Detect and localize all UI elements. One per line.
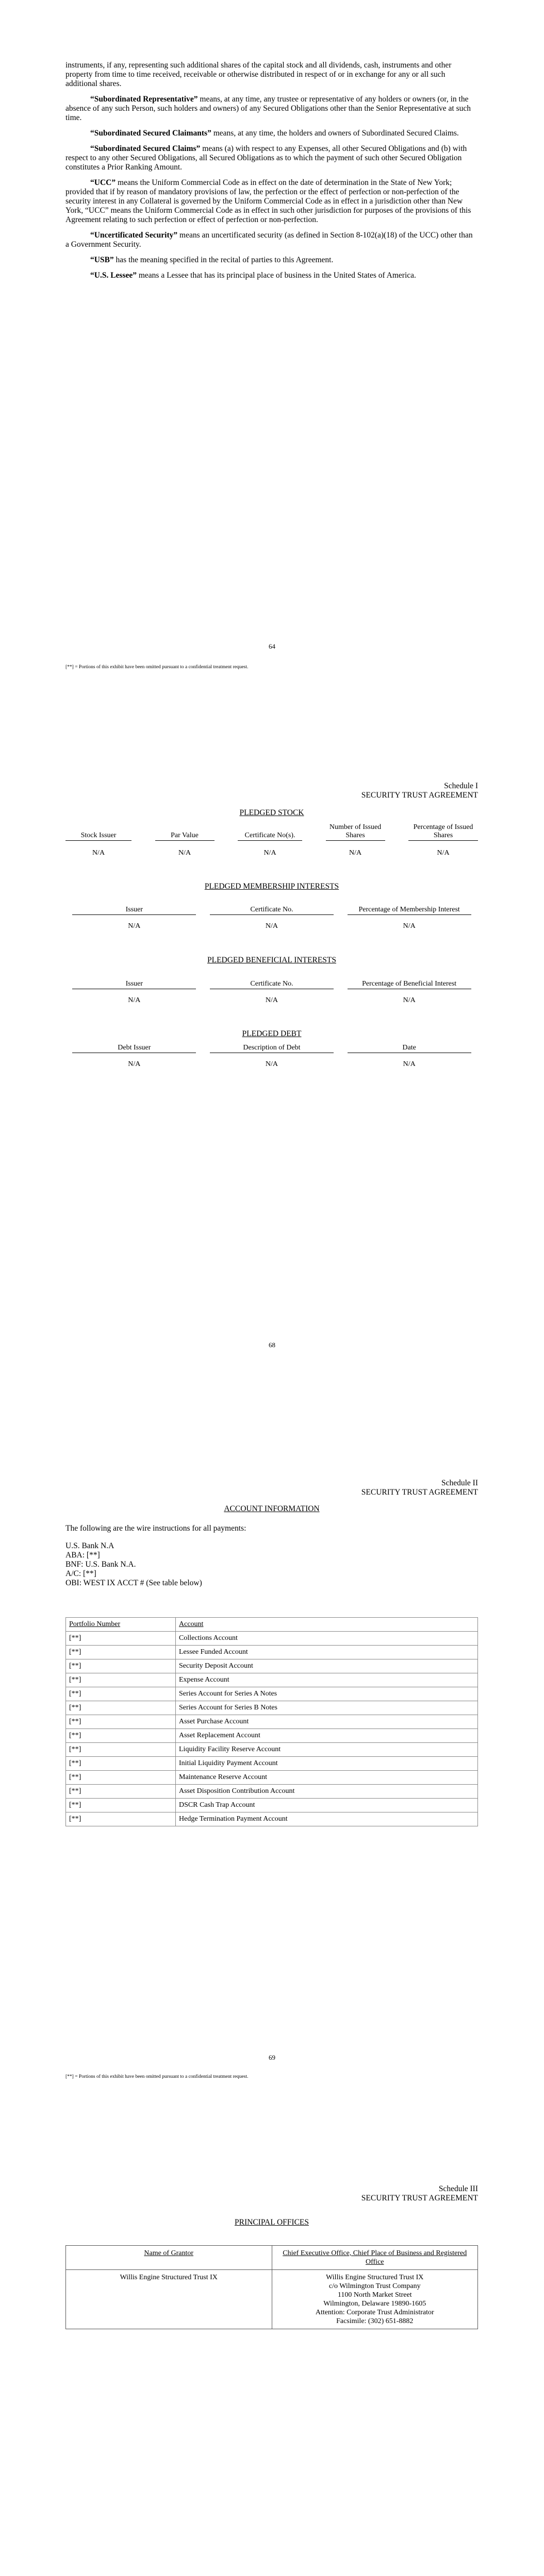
header-cell: Name of Grantor [66, 2246, 272, 2270]
wire-line: A/C: [**] [65, 1569, 96, 1578]
value-cell: N/A [403, 922, 416, 930]
footnote: [**] = Portions of this exhibit have been omitted pursuant to a confidential treatment request. [65, 2074, 249, 2079]
schedule-label: Schedule I [444, 782, 478, 790]
value-cell: N/A [263, 849, 276, 857]
header-cell: Percentage of Issued Shares [408, 821, 478, 841]
pledged-debt-title: PLEDGED DEBT [242, 1029, 302, 1038]
page-number: 64 [269, 642, 275, 650]
portfolio-cell: [**] [66, 1687, 176, 1701]
portfolio-cell: [**] [66, 1729, 176, 1743]
account-information-title: ACCOUNT INFORMATION [224, 1504, 320, 1513]
address-line: Wilmington, Delaware 19890-1605 [323, 2300, 426, 2308]
pledged-beneficial-title: PLEDGED BENEFICIAL INTERESTS [207, 956, 336, 964]
account-cell: Asset Purchase Account [176, 1715, 478, 1729]
definition-paragraph: “Subordinated Secured Claims” means (a) with respect to any Expenses, all other Secured Obligations and (b) with respect to any other Secured Obligations, all Secured Obligations as to which the payment of such other Secured Obligation constitutes a Prior Ranking Amount. [65, 144, 467, 172]
wire-intro: The following are the wire instructions for all payments: [65, 1524, 246, 1533]
table-row [66, 1812, 478, 1826]
pledged-membership-values [65, 922, 478, 930]
schedule-label: Schedule II [441, 1479, 478, 1487]
account-cell: Asset Disposition Contribution Account [176, 1785, 478, 1799]
agreement-title: SECURITY TRUST AGREEMENT [361, 2194, 478, 2202]
principal-offices-table [65, 2245, 478, 2329]
value-cell: N/A [128, 922, 141, 930]
pledged-membership-headers [65, 895, 478, 915]
header-cell: Portfolio Number [66, 1618, 176, 1632]
agreement-title: SECURITY TRUST AGREEMENT [361, 1488, 478, 1497]
footnote: [**] = Portions of this exhibit have been omitted pursuant to a confidential treatment request. [65, 665, 249, 670]
schedule-label: Schedule III [438, 2184, 478, 2193]
value-cell: N/A [128, 1060, 141, 1068]
portfolio-cell: [**] [66, 1771, 176, 1785]
account-cell: Initial Liquidity Payment Account [176, 1757, 478, 1771]
address-cell [272, 2270, 478, 2329]
account-cell: Asset Replacement Account [176, 1729, 478, 1743]
header-cell: Issuer [72, 895, 196, 915]
wire-line: BNF: U.S. Bank N.A. [65, 1560, 136, 1569]
table-row [66, 1771, 478, 1785]
header-cell: Certificate No. [210, 895, 334, 915]
table-row [66, 1743, 478, 1757]
pledged-beneficial-headers [65, 970, 478, 989]
table-row [66, 2270, 478, 2329]
value-cell: N/A [437, 849, 450, 857]
table-row [66, 1799, 478, 1812]
page-number: 68 [269, 1341, 275, 1349]
page-number: 69 [269, 2054, 275, 2061]
value-cell: N/A [265, 1060, 278, 1068]
value-cell: N/A [403, 996, 416, 1004]
table-header-row [66, 1618, 478, 1632]
address-line: c/o Wilmington Trust Company [328, 2282, 421, 2290]
account-cell: Maintenance Reserve Account [176, 1771, 478, 1785]
principal-offices-title: PRINCIPAL OFFICES [235, 2218, 309, 2227]
address-line: Facsimile: (302) 651-8882 [336, 2317, 414, 2325]
value-cell: N/A [265, 922, 278, 930]
table-header-row [66, 2246, 478, 2270]
header-cell: Stock Issuer [65, 821, 131, 841]
grantor-cell: Willis Engine Structured Trust IX [66, 2270, 272, 2329]
portfolio-cell: [**] [66, 1743, 176, 1757]
wire-line: ABA: [**] [65, 1551, 100, 1560]
table-row [66, 1715, 478, 1729]
address-line: 1100 North Market Street [337, 2291, 412, 2299]
pledged-beneficial-values [65, 996, 478, 1005]
table-row [66, 1646, 478, 1659]
header-cell: Certificate No(s). [238, 821, 302, 841]
definition-paragraph: instruments, if any, representing such additional shares of the capital stock and all dividends, cash, instruments and other property from time to time received, receivable or otherwise distributed in respect of or in exchange for any or all such additional shares. [65, 61, 452, 88]
account-cell: Hedge Termination Payment Account [176, 1812, 478, 1826]
header-cell: Percentage of Beneficial Interest [348, 970, 471, 989]
header-cell: Certificate No. [210, 970, 334, 989]
account-cell: Series Account for Series B Notes [176, 1701, 478, 1715]
table-row [66, 1729, 478, 1743]
table-row [66, 1701, 478, 1715]
definition-paragraph: “U.S. Lessee” means a Lessee that has its principal place of business in the United States of America. [90, 271, 416, 280]
wire-line: OBI: WEST IX ACCT # (See table below) [65, 1579, 202, 1587]
value-cell: N/A [265, 996, 278, 1004]
schedule-header [65, 1479, 478, 1497]
value-cell: N/A [403, 1060, 416, 1068]
portfolio-cell: [**] [66, 1673, 176, 1687]
table-row [66, 1785, 478, 1799]
table-row [66, 1659, 478, 1673]
portfolio-cell: [**] [66, 1799, 176, 1812]
definition-paragraph: “Subordinated Secured Claimants” means, at any time, the holders and owners of Subordinated Secured Claims. [90, 129, 459, 138]
address-line: Attention: Corporate Trust Administrator [315, 2309, 434, 2316]
account-cell: Lessee Funded Account [176, 1646, 478, 1659]
table-row [66, 1687, 478, 1701]
header-cell: Percentage of Membership Interest [348, 895, 471, 915]
pledged-debt-values [65, 1060, 478, 1069]
wire-instructions [65, 1524, 478, 1588]
portfolio-cell: [**] [66, 1701, 176, 1715]
account-cell: Liquidity Facility Reserve Account [176, 1743, 478, 1757]
value-cell: N/A [128, 996, 141, 1004]
header-cell: Account [176, 1618, 478, 1632]
header-cell: Date [348, 1043, 471, 1053]
portfolio-cell: [**] [66, 1785, 176, 1799]
definitions-section [65, 61, 478, 286]
portfolio-cell: [**] [66, 1659, 176, 1673]
pledged-membership-title: PLEDGED MEMBERSHIP INTERESTS [204, 882, 339, 891]
agreement-title: SECURITY TRUST AGREEMENT [361, 791, 478, 800]
definition-paragraph: “Subordinated Representative” means, at any time, any trustee or representative of any holders or owners (or, in the absence of any such Person, such holders and owners) of any Secured Obligations other than the Senior Representative at such time. [65, 95, 471, 122]
account-cell: Security Deposit Account [176, 1659, 478, 1673]
header-cell: Number of Issued Shares [326, 821, 385, 841]
pledged-stock-headers [65, 821, 478, 841]
pledged-stock-title: PLEDGED STOCK [239, 808, 304, 817]
header-cell: Debt Issuer [72, 1043, 196, 1053]
account-table [65, 1617, 478, 1826]
account-cell: DSCR Cash Trap Account [176, 1799, 478, 1812]
header-cell: Par Value [155, 821, 215, 841]
schedule-header [65, 782, 478, 800]
portfolio-cell: [**] [66, 1715, 176, 1729]
account-cell: Expense Account [176, 1673, 478, 1687]
definition-paragraph: “Uncertificated Security” means an uncertificated security (as defined in Section 8-102(a)(18) of the UCC) other than a Government Security. [65, 231, 473, 249]
account-cell: Series Account for Series A Notes [176, 1687, 478, 1701]
value-cell: N/A [349, 849, 362, 857]
schedule-header [65, 2184, 478, 2203]
definition-paragraph: “UCC” means the Uniform Commercial Code as in effect on the date of determination in the State of New York; provided that if by reason of mandatory provisions of law, the perfection or the effect of perfection or non-perfection of the security interest in any Collateral is governed by the Uniform Commercial Code as in effect in a jurisdiction other than New York, “UCC” means the Uniform Commercial Code as in effect in such other jurisdiction for purposes of the provisions of this Agreement relating to such perfection or effect of perfection or non-perfection. [65, 178, 471, 224]
address-line: Willis Engine Structured Trust IX [326, 2274, 424, 2281]
definition-paragraph: “USB” has the meaning specified in the recital of parties to this Agreement. [90, 256, 334, 264]
value-cell: N/A [92, 849, 105, 857]
portfolio-cell: [**] [66, 1757, 176, 1771]
pledged-stock-values [65, 849, 478, 857]
wire-line: U.S. Bank N.A [65, 1541, 114, 1550]
table-row [66, 1757, 478, 1771]
value-cell: N/A [178, 849, 191, 857]
table-row [66, 1673, 478, 1687]
portfolio-cell: [**] [66, 1812, 176, 1826]
table-row [66, 1632, 478, 1646]
header-cell: Issuer [72, 970, 196, 989]
pledged-debt-headers [65, 1043, 478, 1053]
portfolio-cell: [**] [66, 1632, 176, 1646]
header-cell: Description of Debt [210, 1043, 334, 1053]
account-cell: Collections Account [176, 1632, 478, 1646]
portfolio-cell: [**] [66, 1646, 176, 1659]
header-cell: Chief Executive Office, Chief Place of Business and Registered Office [272, 2246, 478, 2270]
